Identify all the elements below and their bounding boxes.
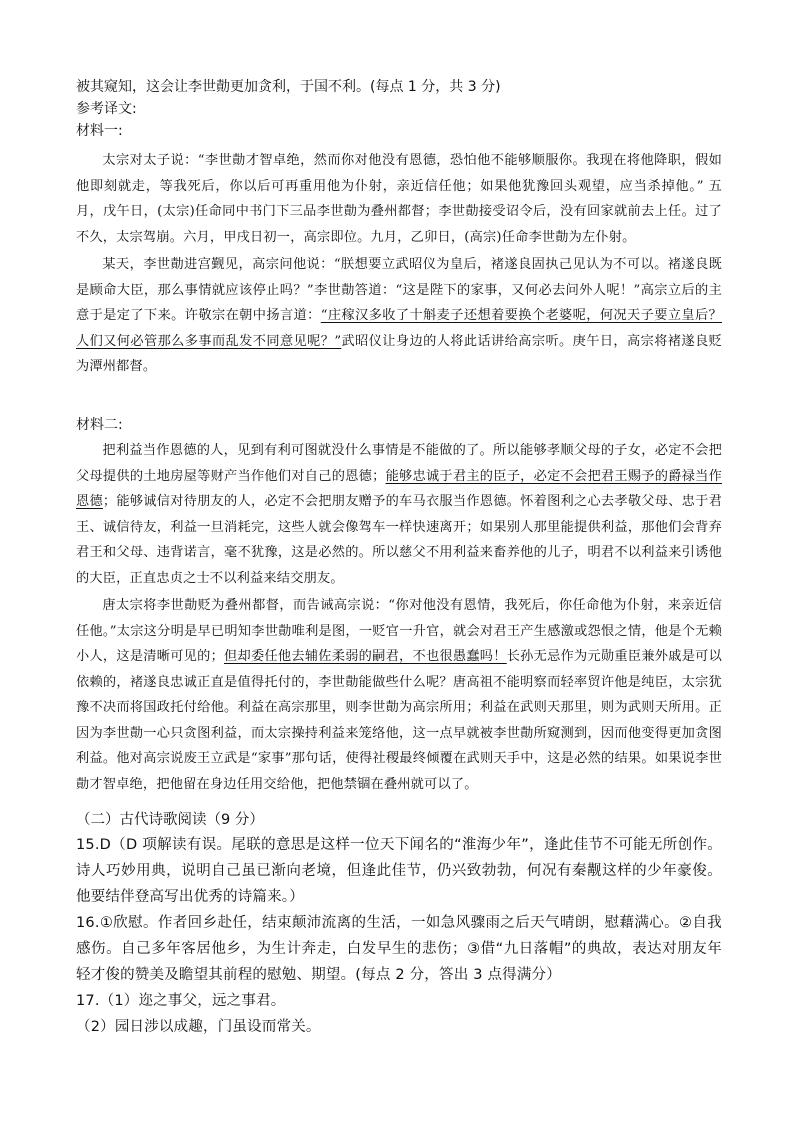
material-one-label: 材料一: <box>76 123 123 139</box>
underlined-sentence: 能够忠诚于君主的臣子，必定不会把君王赐予的爵禄当作恩德 <box>76 468 722 509</box>
underlined-quote: “庄稼汉多收了十斛麦子还想着要换个老婆呢，何况天子要立皇后？人们又何必管那么多事而乱发不同意见呢？” <box>76 308 722 349</box>
underlined-sentence: 但却委任他去辅佐柔弱的嗣君，不也很愚蠢吗！ <box>223 649 507 664</box>
answer-16: 16.①欣慰。作者回乡赴任，结束颠沛流离的生活，一如急风骤雨之后天气晴朗，慰藉满心。②自我感伤。自己多年客居他乡，为生计奔走，白发早生的悲伤；③借“九日落帽”的典故，表达对朋友年轻才俊的赞美及瞻望其前程的慰勉、期望。(每点 2 分，答出 3 点得满分） <box>76 915 722 983</box>
intro-line: 被其窥知，这会让李世勣更加贪利，于国不利。(每点 1 分，共 3 分) <box>76 79 501 95</box>
answer-17-2: （2）园日涉以成趣，门虽设而常关。 <box>76 1019 321 1035</box>
intro-block <box>76 76 722 142</box>
paragraph-text: 武昭仪让身边的人将此话讲给高宗听。庚午日，高宗将褚遂良贬为潭州都督。 <box>76 333 722 374</box>
material-two-paragraph-2 <box>76 593 722 797</box>
paragraph-text: 唐太宗将李世勣贬为叠州都督，而告诫高宗说：“你对他没有恩情，我死后，你任命他为仆射，来亲近信任他。”太宗这分明是早已明知李世勣唯利是图，一贬官一升官，就会对君王产生感激或怨恨之情，他是个无赖小人，这是清晰可见的； <box>76 598 722 664</box>
material-one-paragraph-1: 太宗对太子说：“李世勣才智卓绝，然而你对他没有恩德，恐怕他不能够顺服你。我现在将他降职，假如他即刻就走，等我死后，你以后可再重用他为仆射，亲近信任他；如果他犹豫回头观望，应当杀掉他。” 五月，戊午日，(太宗)任命同中书门下三品李世勣为叠州都督；李世勣接受诏令后，没有回家就前去上任。过了不久，太宗驾崩。六月，甲戌日初一，高宗即位。九月，乙卯日，(高宗)任命李世勣为左仆射。 <box>76 153 722 245</box>
reference-translation-title: 参考译文: <box>76 101 137 117</box>
poetry-answers <box>76 808 722 1040</box>
answer-17-1: 17.（1）迩之事父，远之事君。 <box>76 993 286 1009</box>
paragraph-text: 把利益当作恩德的人，见到有利可图就没什么事情是不能做的了。所以能够孝顺父母的子女，必定不会把父母提供的土地房屋等财产当作他们对自己的恩德； <box>76 443 722 484</box>
paragraph-text: 长孙无忌作为元勋重臣兼外戚是可以依赖的，褚遂良忠诚正直是值得托付的，李世勣能做些什么呢？唐高祖不能明察而轻率贸许他是纯臣，太宗犹豫不决而将国政托付给他。利益在高宗那里，则李世勣为高宗所用；利益在武则天那里，则为武则天所用。正因为李世勣一心只贪图利益，而太宗操持利益来笼络他，这一点早就被李世勣所窥测到，因而他变得更加贪图利益。他对高宗说废王立武是“家事”那句话，使得社稷最终倾覆在武则天手中，这是必然的结果。如果说李世勣才智卓绝，把他留在身边任用交给他，把他禁锢在叠州就可以了。 <box>76 649 722 792</box>
material-one-paragraph-2 <box>76 252 722 380</box>
answer-15: 15.D（D 项解读有误。尾联的意思是这样一位天下闻名的“淮海少年”，逢此佳节不可能无所创作。诗人巧妙用典，说明自己虽已渐向老境，但逢此佳节，仍兴致勃勃，何况有秦觏这样的少年豪俊。他要结伴登高写出优秀的诗篇来。） <box>76 837 722 905</box>
poetry-section-heading: （二）古代诗歌阅读（9 分） <box>76 812 264 828</box>
paragraph-text: ；能够诚信对待朋友的人，必定不会把朋友赠予的车马衣服当作恩德。怀着图利之心去孝敬父母、忠于君王、诚信待友，利益一旦消耗完，这些人就会像驾车一样快速离开；如果别人那里能提供利益，那他们会背弃君王和父母、违背诺言，毫不犹豫，这是必然的。所以慈父不用利益来畜养他的儿子，明君不以利益来引诱他的大臣，正直忠贞之士不以利益来结交朋友。 <box>76 494 722 586</box>
material-two-body <box>76 438 722 797</box>
material-two-label: 材料二: <box>76 417 123 433</box>
material-one-body <box>76 148 722 380</box>
paragraph-text: 某天，李世勣进宫觐见，高宗问他说：“朕想要立武昭仪为皇后，褚遂良固执己见认为不可以。褚遂良既是顾命大臣，那么事情就应该停止吗？”李世勣答道：“这是陛下的家事，又何必去问外人呢！”高宗立后的主意于是定了下来。许敬宗在朝中扬言道： <box>76 257 722 323</box>
material-two-paragraph-1 <box>76 438 722 591</box>
